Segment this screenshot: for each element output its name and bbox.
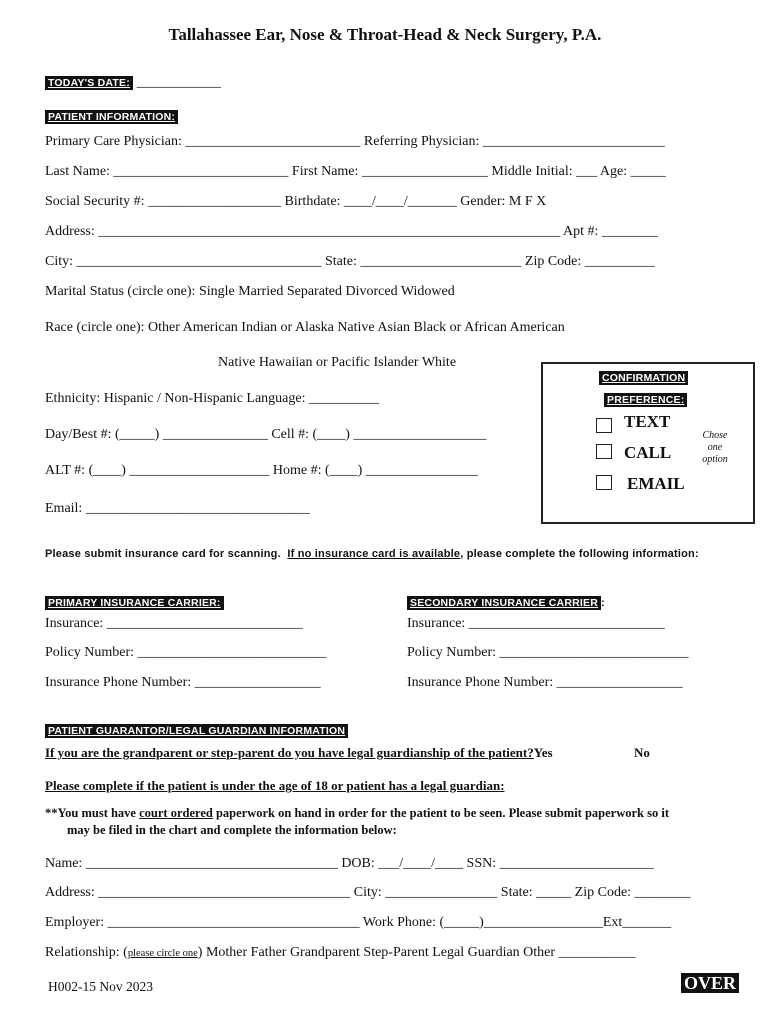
race-row-2[interactable]: Native Hawaiian or Pacific Islander White xyxy=(218,355,457,370)
patient-name-row[interactable]: Last Name: _________________________ First Name: __________________ Middle Initial: ___ Age: _____ xyxy=(45,164,666,179)
email-row[interactable]: Email: ________________________________ xyxy=(45,501,310,516)
guarantor-name-row[interactable]: Name: ____________________________________ DOB: ___/____/____ SSN: ______________________ xyxy=(45,856,654,871)
complete-if-note: Please complete if the patient is under the age of 18 or patient has a legal guardian: xyxy=(45,778,505,793)
secondary-policy-field[interactable]: Policy Number: ___________________________ xyxy=(407,645,689,660)
address-row[interactable]: Address: __________________________________________________________________ Apt #: ________ xyxy=(45,224,658,239)
city-state-zip-row[interactable]: City: ___________________________________ State: _______________________ Zip Code: __________ xyxy=(45,254,655,269)
race-row-1[interactable]: Race (circle one): Other American Indian or Alaska Native Asian Black or African American xyxy=(45,320,565,335)
ssn-birthdate-row[interactable]: Social Security #: ___________________ Birthdate: ____/____/_______ Gender: M F X xyxy=(45,194,547,209)
confirmation-heading-2: PREFERENCE: xyxy=(604,390,687,408)
ethnicity-language-row[interactable]: Ethnicity: Hispanic / Non-Hispanic Language: __________ xyxy=(45,391,379,406)
guarantor-employer-row[interactable]: Employer: ____________________________________ Work Phone: (_____)_________________Ext_______ xyxy=(45,915,672,930)
guardianship-no[interactable]: No xyxy=(634,745,650,760)
insurance-card-note: Please submit insurance card for scanning. If no insurance card is available, please complete the following information: xyxy=(45,548,699,560)
patient-info-heading: PATIENT INFORMATION: xyxy=(45,107,178,125)
todays-date xyxy=(45,73,221,91)
confirmation-heading-1: CONFIRMATION xyxy=(599,368,688,386)
over-label: OVER xyxy=(681,973,739,994)
secondary-insurance-heading: SECONDARY INSURANCE CARRIER : xyxy=(407,593,605,611)
text-checkbox[interactable] xyxy=(596,418,612,433)
guarantor-relationship-row[interactable]: Relationship: (please circle one) Mother Father Grandparent Step-Parent Legal Guardian Other ___________ xyxy=(45,945,636,960)
secondary-phone-field[interactable]: Insurance Phone Number: __________________ xyxy=(407,675,683,690)
page-title: Tallahassee Ear, Nose & Throat-Head & Neck Surgery, P.A. xyxy=(168,25,602,44)
confirmation-preference-box xyxy=(541,362,755,524)
guardianship-question: If you are the grandparent or step-parent do you have legal guardianship of the patient?Yes xyxy=(45,745,553,760)
primary-insurance-field[interactable]: Insurance: ____________________________ xyxy=(45,616,303,631)
todays-date-label: TODAY'S DATE: xyxy=(45,76,133,90)
marital-status-row[interactable]: Marital Status (circle one): Single Married Separated Divorced Widowed xyxy=(45,284,455,299)
alt-home-phone-row[interactable]: ALT #: (____) ____________________ Home #: (____) ________________ xyxy=(45,463,478,478)
choose-one-note: Chose one option xyxy=(702,430,728,465)
todays-date-field[interactable]: ____________ xyxy=(136,75,221,90)
email-checkbox[interactable] xyxy=(596,475,612,490)
email-option-label: EMAIL xyxy=(627,474,685,493)
secondary-insurance-field[interactable]: Insurance: ____________________________ xyxy=(407,616,665,631)
guardianship-yes[interactable]: Yes xyxy=(533,745,553,760)
guarantor-address-row[interactable]: Address: ____________________________________ City: ________________ State: _____ Zip Code: ________ xyxy=(45,885,691,900)
day-cell-phone-row[interactable]: Day/Best #: (_____) _______________ Cell #: (____) ___________________ xyxy=(45,427,487,442)
text-option-label: TEXT xyxy=(624,412,671,431)
primary-phone-field[interactable]: Insurance Phone Number: __________________ xyxy=(45,675,321,690)
court-ordered-note-line2: may be filed in the chart and complete the information below: xyxy=(67,823,397,837)
physicians-row[interactable]: Primary Care Physician: _________________________ Referring Physician: __________________________ xyxy=(45,134,665,149)
court-ordered-note: **You must have court ordered paperwork on hand in order for the patient to be seen. Please submit paperwork so it xyxy=(45,806,669,820)
call-checkbox[interactable] xyxy=(596,444,612,459)
guarantor-heading: PATIENT GUARANTOR/LEGAL GUARDIAN INFORMATION xyxy=(45,721,348,739)
primary-policy-field[interactable]: Policy Number: ___________________________ xyxy=(45,645,327,660)
primary-insurance-heading: PRIMARY INSURANCE CARRIER: xyxy=(45,593,224,611)
call-option-label: CALL xyxy=(624,443,672,462)
form-code: H002-15 Nov 2023 xyxy=(48,979,153,994)
